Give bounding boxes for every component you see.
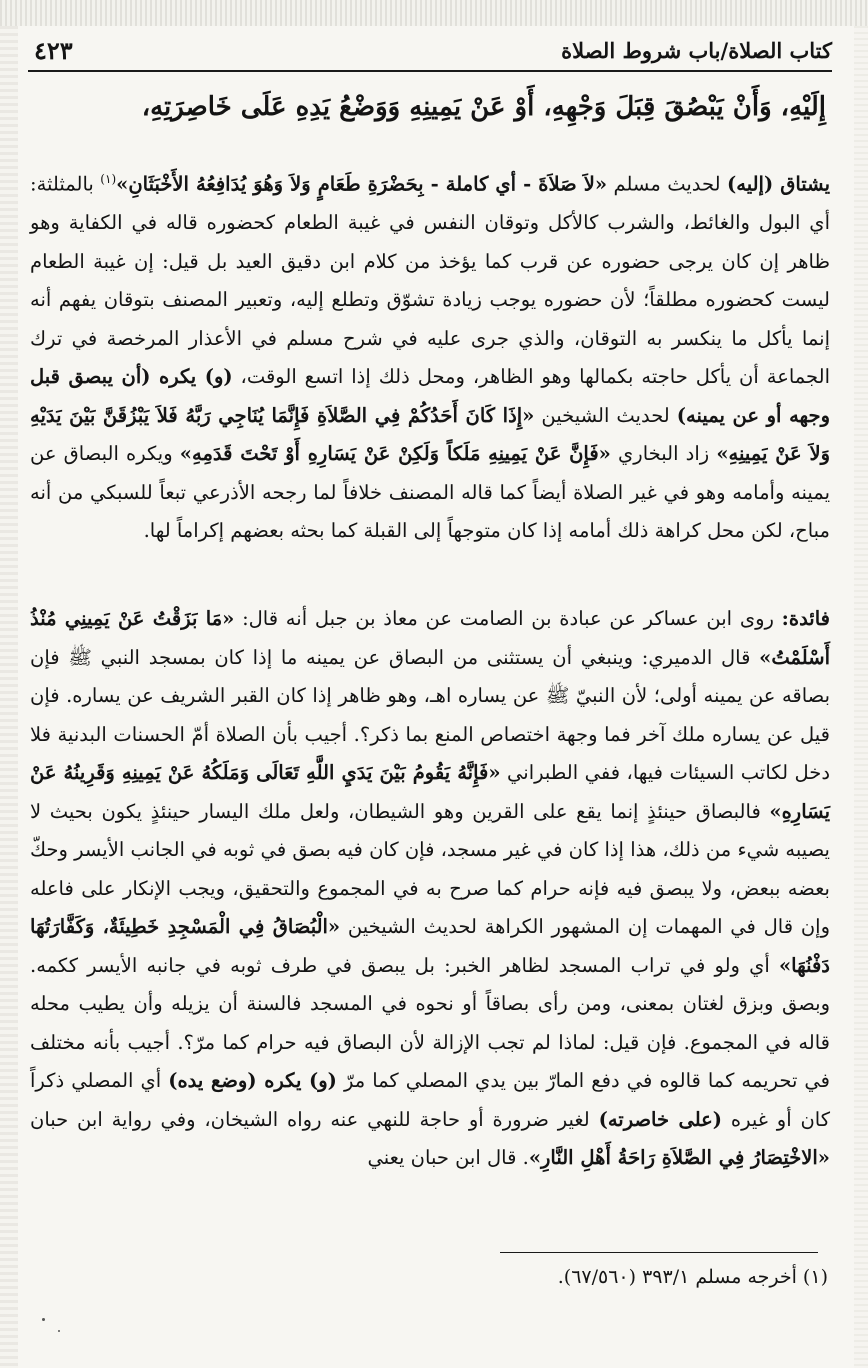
hadith-quote: «لاَ صَلاَةَ - أي كاملة - بِحَضْرَةِ طَعَامٍ وَلاَ وَهُوَ يُدَافِعُهُ الأَخْبَثَانِ»: [116, 172, 608, 196]
faida-heading: فائدة:: [781, 607, 830, 630]
scan-edge-top: [0, 0, 868, 26]
hadith-quote: «الْبُصَاقُ فِي الْمَسْجِدِ خَطِيئَةٌ، وَكَفَّارَتُهَا دَفْنُهَا»: [30, 915, 830, 977]
hadith-quote: «فَإِنَّ عَنْ يَمِينِهِ مَلَكاً وَلَكِنْ عَنْ يَسَارِهِ أَوْ تَحْتَ قَدَمِهِ»: [179, 442, 611, 465]
commentary-paragraph: [30, 160, 830, 551]
faida-text: أي ولو في تراب المسجد لظاهر الخبر: بل يبصق في طرف ثوبه في جانبه الأيسر ككمه. وبصق وبزق لغتان بمعنى، ومن رأى بصاقاً أو نحوه في المسجد فالسنة أن يزيله وأن يطيب محله قاله في المجموع. فإن قيل: لماذا لم تجب الإزالة لأن البصاق فيه حرام كما مرّ؟. أجيب بأنه مختلف في تحريمه كما قالوه في دفع المارّ بين يدي المصلي كما مرّ: [30, 953, 830, 1092]
running-header: [28, 30, 832, 72]
scan-speck: [58, 1330, 60, 1332]
faida-text: قال الدميري: وينبغي أن يستثنى من البصاق عن يمينه ما إذا كان بمسجد النبي ﷺ فإن بصاقه عن يمينه أولى؛ لأن النبيّ ﷺ عن يساره اهـ، وهو ظاهر إذا كان القبر الشريف عن يساره. فإن قيل عن يساره ملك آخر فما وجهة اختصاص المنع بما ذكر؟. أجيب بأن الصلاة أمّ الحسنات البدنية فلا دخل لكاتب السيئات فيها، ففي الطبراني: [30, 645, 831, 784]
footnote-divider: [500, 1252, 818, 1253]
matn-text: إِلَيْهِ، وَأَنْ يَبْصُقَ قِبَلَ وَجْهِهِ، أَوْ عَنْ يَمِينِهِ وَوَضْعُ يَدِهِ عَلَى خَاصِرَتِهِ،: [141, 92, 826, 122]
faida-text: لغير ضرورة أو حاجة للنهي عنه رواه الشيخان، وفي رواية ابن حبان: [30, 1107, 599, 1131]
scan-edge-left: [0, 26, 18, 1368]
faida-text: . قال ابن حبان يعني: [367, 1146, 529, 1169]
commentary-text: لحديث الشيخين: [534, 403, 677, 427]
faida-text: أي المصلي ذكراً كان أو غيره: [30, 1069, 831, 1131]
commentary-text: زاد البخاري: [610, 442, 717, 465]
matn-reference: (و) يكره (أن يبصق قبل وجهه أو عن يمينه): [30, 365, 830, 427]
faida-paragraph: [30, 600, 830, 1178]
commentary-text: بالمثلثة: أي البول والغائط، والشرب كالأكل وتوقان النفس في غيبة الطعام كحضوره قاله في الكفاية وهو ظاهر إن كان يرجى حضوره عن قرب كما يؤخذ من كلام ابن دقيق العيد بل قيل: إن غيبة الطعام ليست كحضوره مطلقاً؛ لأن حضوره يوجب زيادة تشوّق وتطلع إليه، وتعبير المصنف بتوقان يفهم أنه إنما يأكل ما ينكسر به التوقان، والذي جرى عليه في شرح مسلم في الأعذار المرخصة في ترك الجماعة أن يأكل حاجته بكمالها وهو الظاهر، ومحل ذلك إذا اتسع الوقت،: [30, 172, 830, 388]
faida-text: فالبصاق حينئذٍ إنما يقع على القرين وهو الشيطان، ولعل ملك اليسار حينئذٍ يكون بحيث لا يصيبه شيء من ذلك، هذا إذا كان في غير مسجد، فإن كان فيه بصق في ثوبه في الجانب الأيسر وحكّ بعضه ببعض، ولا يبصق فيه فإنه حرام كما صرح به في المجموع والتحقيق، ويجب الإنكار على فاعله وإن قال في المهمات إن المشهور الكراهة لحديث الشيخين: [30, 799, 830, 938]
commentary-lead: يشتاق (إليه): [727, 172, 831, 196]
faida-text: روى ابن عساكر عن عبادة بن الصامت عن معاذ بن جبل أنه قال:: [234, 607, 782, 630]
hadith-quote: «الاخْتِصَارُ فِي الصَّلاَةِ رَاحَةُ أَهْلِ النَّارِ»: [528, 1146, 830, 1169]
footnote-marker: (١): [100, 172, 117, 186]
page-number: ٤٢٣: [34, 36, 73, 65]
matn-reference: (و) يكره (وضع يده): [168, 1069, 337, 1092]
scan-edge-right: [854, 26, 868, 1368]
commentary-text: لحديث مسلم: [607, 172, 728, 196]
commentary-text: ويكره البصاق عن يمينه وأمامه وهو في غير الصلاة أيضاً كما قاله المصنف خلافاً لما رجحه الأذرعي تبعاً للسبكي من أنه مباح، لكن محل كراهة ذلك أمامه إذا كان متوجهاً إلى القبلة كما بحثه بعضهم إكراماً لها.: [30, 442, 830, 542]
scan-speck: [42, 1318, 45, 1321]
matn-reference: (على خاصرته): [598, 1107, 723, 1131]
chapter-title: كتاب الصلاة/باب شروط الصلاة: [561, 38, 832, 63]
footnote: (١) أخرجه مسلم ٣٩٣/١ (٦٧/٥٦٠).: [557, 1266, 828, 1288]
hadith-quote: «فَإِنَّهُ يَقُومُ بَيْنَ يَدَيِ اللَّهِ تَعَالَى وَمَلَكُهُ عَنْ يَمِينِهِ وَقَرِينُهُ عَنْ يَسَارِهِ»: [30, 761, 830, 823]
hadith-quote: «إِذَا كَانَ أَحَدُكُمْ فِي الصَّلاَةِ فَإِنَّمَا يُنَاجِي رَبَّهُ فَلاَ يَبْزُقَنَّ بَيْنَ يَدَيْهِ وَلاَ عَنْ يَمِينِهِ»: [30, 403, 830, 465]
hadith-quote: «مَا بَزَقْتُ عَنْ يَمِينِي مُنْذُ أَسْلَمْتُ»: [30, 607, 830, 669]
